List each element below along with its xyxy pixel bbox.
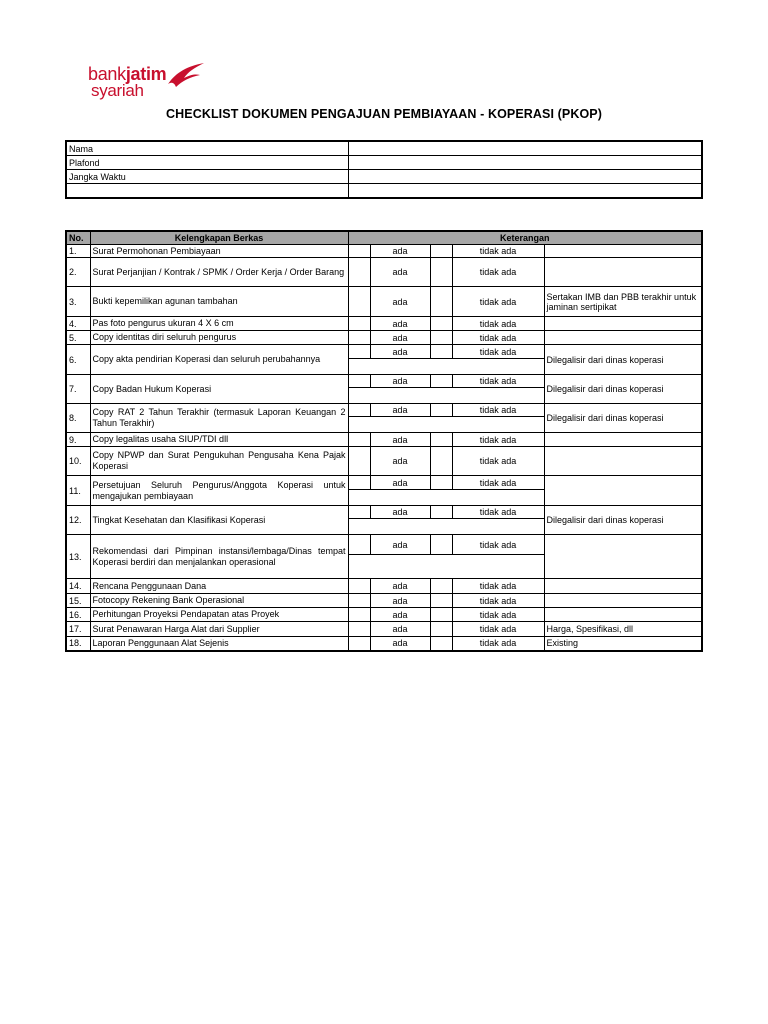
document-item-label: Rencana Penggunaan Dana xyxy=(90,579,348,594)
note-cell: Dilegalisir dari dinas koperasi xyxy=(544,345,702,375)
row-number: 1. xyxy=(66,245,90,258)
document-item-label: Persetujuan Seluruh Pengurus/Anggota Koperasi untuk mengajukan pembiayaan xyxy=(90,476,348,506)
tidak-ada-checkbox[interactable] xyxy=(430,258,452,287)
document-item-label: Copy identitas diri seluruh pengurus xyxy=(90,331,348,345)
ada-checkbox[interactable] xyxy=(348,608,370,622)
ada-checkbox[interactable] xyxy=(348,637,370,651)
row-number: 4. xyxy=(66,317,90,331)
checklist-row xyxy=(66,637,702,651)
ada-label: ada xyxy=(370,404,430,417)
info-row xyxy=(66,170,702,184)
tidak-ada-label: tidak ada xyxy=(452,622,544,637)
ada-checkbox[interactable] xyxy=(348,594,370,608)
tidak-ada-checkbox[interactable] xyxy=(430,331,452,345)
note-cell xyxy=(544,245,702,258)
document-checklist-table xyxy=(65,230,703,652)
checklist-row xyxy=(66,506,702,519)
document-item-label: Bukti kepemilikan agunan tambahan xyxy=(90,287,348,317)
tidak-ada-checkbox[interactable] xyxy=(430,594,452,608)
tidak-ada-label: tidak ada xyxy=(452,433,544,447)
ada-label: ada xyxy=(370,331,430,345)
tidak-ada-label: tidak ada xyxy=(452,535,544,555)
blank-entry-field[interactable] xyxy=(348,519,544,535)
document-item-label: Surat Penawaran Harga Alat dari Supplier xyxy=(90,622,348,637)
blank-entry-field[interactable] xyxy=(348,359,544,375)
ada-label: ada xyxy=(370,447,430,476)
checklist-header-row xyxy=(66,231,702,245)
bird-logo-icon xyxy=(166,60,206,90)
checklist-row xyxy=(66,317,702,331)
document-item-label: Copy NPWP dan Surat Pengukuhan Pengusaha Kena Pajak Koperasi xyxy=(90,447,348,476)
ada-checkbox[interactable] xyxy=(348,345,370,359)
tidak-ada-checkbox[interactable] xyxy=(430,317,452,331)
row-number: 18. xyxy=(66,637,90,651)
applicant-info-table xyxy=(65,140,703,199)
document-item-label: Fotocopy Rekening Bank Operasional xyxy=(90,594,348,608)
tidak-ada-checkbox[interactable] xyxy=(430,579,452,594)
checklist-row xyxy=(66,245,702,258)
tidak-ada-label: tidak ada xyxy=(452,608,544,622)
blank-entry-field[interactable] xyxy=(348,417,544,433)
ada-checkbox[interactable] xyxy=(348,535,370,555)
header-no: No. xyxy=(66,231,90,245)
tidak-ada-checkbox[interactable] xyxy=(430,535,452,555)
bank-logo xyxy=(88,64,208,106)
logo-text-bankjatim: bankjatim xyxy=(88,64,167,84)
note-cell xyxy=(544,476,702,506)
tidak-ada-label: tidak ada xyxy=(452,447,544,476)
document-item-label: Pas foto pengurus ukuran 4 X 6 cm xyxy=(90,317,348,331)
row-number: 12. xyxy=(66,506,90,535)
tidak-ada-label: tidak ada xyxy=(452,317,544,331)
tidak-ada-checkbox[interactable] xyxy=(430,345,452,359)
blank-entry-field[interactable] xyxy=(348,555,544,579)
tidak-ada-label: tidak ada xyxy=(452,637,544,651)
note-cell xyxy=(544,317,702,331)
note-cell: Dilegalisir dari dinas koperasi xyxy=(544,404,702,433)
row-number: 8. xyxy=(66,404,90,433)
note-cell xyxy=(544,535,702,579)
tidak-ada-checkbox[interactable] xyxy=(430,637,452,651)
checklist-row xyxy=(66,287,702,317)
tidak-ada-label: tidak ada xyxy=(452,331,544,345)
note-cell: Existing xyxy=(544,637,702,651)
tidak-ada-checkbox[interactable] xyxy=(430,433,452,447)
ada-label: ada xyxy=(370,594,430,608)
note-cell xyxy=(544,433,702,447)
tidak-ada-checkbox[interactable] xyxy=(430,447,452,476)
info-row xyxy=(66,156,702,170)
ada-checkbox[interactable] xyxy=(348,245,370,258)
tidak-ada-label: tidak ada xyxy=(452,375,544,388)
ada-label: ada xyxy=(370,579,430,594)
row-number: 13. xyxy=(66,535,90,579)
document-item-label: Surat Perjanjian / Kontrak / SPMK / Order Kerja / Order Barang xyxy=(90,258,348,287)
note-cell xyxy=(544,594,702,608)
ada-checkbox[interactable] xyxy=(348,375,370,388)
logo-text-syariah: syariah xyxy=(91,81,144,100)
tidak-ada-label: tidak ada xyxy=(452,245,544,258)
note-cell xyxy=(544,579,702,594)
checklist-row xyxy=(66,579,702,594)
ada-label: ada xyxy=(370,258,430,287)
tidak-ada-checkbox[interactable] xyxy=(430,287,452,317)
checklist-row xyxy=(66,447,702,476)
document-item-label: Copy akta pendirian Koperasi dan seluruh perubahannya xyxy=(90,345,348,375)
note-cell xyxy=(544,258,702,287)
checklist-row xyxy=(66,433,702,447)
header-item: Kelengkapan Berkas xyxy=(90,231,348,245)
row-number: 10. xyxy=(66,447,90,476)
document-item-label: Laporan Penggunaan Alat Sejenis xyxy=(90,637,348,651)
ada-checkbox[interactable] xyxy=(348,317,370,331)
header-notes: Keterangan xyxy=(348,231,702,245)
row-number: 14. xyxy=(66,579,90,594)
tidak-ada-label: tidak ada xyxy=(452,258,544,287)
row-number: 7. xyxy=(66,375,90,404)
info-label: Jangka Waktu xyxy=(66,170,348,184)
info-value-field[interactable] xyxy=(348,141,702,156)
tidak-ada-checkbox[interactable] xyxy=(430,404,452,417)
ada-checkbox[interactable] xyxy=(348,287,370,317)
row-number: 9. xyxy=(66,433,90,447)
document-item-label: Copy RAT 2 Tahun Terakhir (termasuk Laporan Keuangan 2 Tahun Terakhir) xyxy=(90,404,348,433)
ada-label: ada xyxy=(370,345,430,359)
ada-checkbox[interactable] xyxy=(348,579,370,594)
ada-label: ada xyxy=(370,637,430,651)
tidak-ada-checkbox[interactable] xyxy=(430,476,452,490)
tidak-ada-label: tidak ada xyxy=(452,579,544,594)
tidak-ada-checkbox[interactable] xyxy=(430,622,452,637)
note-cell xyxy=(544,447,702,476)
note-cell: Dilegalisir dari dinas koperasi xyxy=(544,375,702,404)
ada-checkbox[interactable] xyxy=(348,258,370,287)
note-cell: Sertakan IMB dan PBB terakhir untuk jaminan sertipikat xyxy=(544,287,702,317)
blank-entry-field[interactable] xyxy=(348,388,544,404)
ada-label: ada xyxy=(370,245,430,258)
checklist-row xyxy=(66,622,702,637)
ada-checkbox[interactable] xyxy=(348,331,370,345)
tidak-ada-label: tidak ada xyxy=(452,345,544,359)
row-number: 3. xyxy=(66,287,90,317)
tidak-ada-label: tidak ada xyxy=(452,594,544,608)
note-cell xyxy=(544,331,702,345)
ada-checkbox[interactable] xyxy=(348,433,370,447)
ada-checkbox[interactable] xyxy=(348,476,370,490)
checklist-row xyxy=(66,331,702,345)
checklist-row xyxy=(66,345,702,359)
ada-label: ada xyxy=(370,535,430,555)
row-number: 17. xyxy=(66,622,90,637)
document-item-label: Surat Permohonan Pembiayaan xyxy=(90,245,348,258)
note-cell: Harga, Spesifikasi, dll xyxy=(544,622,702,637)
info-row xyxy=(66,184,702,199)
document-item-label: Copy Badan Hukum Koperasi xyxy=(90,375,348,404)
document-title: CHECKLIST DOKUMEN PENGAJUAN PEMBIAYAAN - KOPERASI (PKOP) xyxy=(166,107,602,121)
info-label: Nama xyxy=(66,141,348,156)
tidak-ada-checkbox[interactable] xyxy=(430,506,452,519)
row-number: 5. xyxy=(66,331,90,345)
checklist-row xyxy=(66,608,702,622)
checklist-row xyxy=(66,535,702,555)
note-cell: Dilegalisir dari dinas koperasi xyxy=(544,506,702,535)
ada-label: ada xyxy=(370,622,430,637)
info-label: Plafond xyxy=(66,156,348,170)
ada-checkbox[interactable] xyxy=(348,447,370,476)
info-label xyxy=(66,184,348,199)
ada-label: ada xyxy=(370,608,430,622)
ada-checkbox[interactable] xyxy=(348,404,370,417)
ada-checkbox[interactable] xyxy=(348,622,370,637)
tidak-ada-label: tidak ada xyxy=(452,404,544,417)
document-item-label: Copy legalitas usaha SIUP/TDI dll xyxy=(90,433,348,447)
ada-checkbox[interactable] xyxy=(348,506,370,519)
tidak-ada-checkbox[interactable] xyxy=(430,375,452,388)
tidak-ada-label: tidak ada xyxy=(452,287,544,317)
checklist-row xyxy=(66,258,702,287)
blank-entry-field[interactable] xyxy=(348,490,544,506)
tidak-ada-label: tidak ada xyxy=(452,476,544,490)
info-row xyxy=(66,141,702,156)
tidak-ada-checkbox[interactable] xyxy=(430,245,452,258)
ada-label: ada xyxy=(370,287,430,317)
ada-label: ada xyxy=(370,506,430,519)
ada-label: ada xyxy=(370,375,430,388)
row-number: 15. xyxy=(66,594,90,608)
document-item-label: Rekomendasi dari Pimpinan instansi/lembaga/Dinas tempat Koperasi berdiri dan menjalankan operasional xyxy=(90,535,348,579)
document-item-label: Tingkat Kesehatan dan Klasifikasi Koperasi xyxy=(90,506,348,535)
info-value-field[interactable] xyxy=(348,184,702,199)
info-value-field[interactable] xyxy=(348,156,702,170)
checklist-row xyxy=(66,375,702,388)
ada-label: ada xyxy=(370,476,430,490)
checklist-row xyxy=(66,476,702,490)
note-cell xyxy=(544,608,702,622)
document-item-label: Perhitungan Proyeksi Pendapatan atas Proyek xyxy=(90,608,348,622)
row-number: 11. xyxy=(66,476,90,506)
ada-label: ada xyxy=(370,433,430,447)
info-value-field[interactable] xyxy=(348,170,702,184)
row-number: 2. xyxy=(66,258,90,287)
tidak-ada-checkbox[interactable] xyxy=(430,608,452,622)
tidak-ada-label: tidak ada xyxy=(452,506,544,519)
ada-label: ada xyxy=(370,317,430,331)
checklist-row xyxy=(66,404,702,417)
checklist-row xyxy=(66,594,702,608)
row-number: 16. xyxy=(66,608,90,622)
row-number: 6. xyxy=(66,345,90,375)
